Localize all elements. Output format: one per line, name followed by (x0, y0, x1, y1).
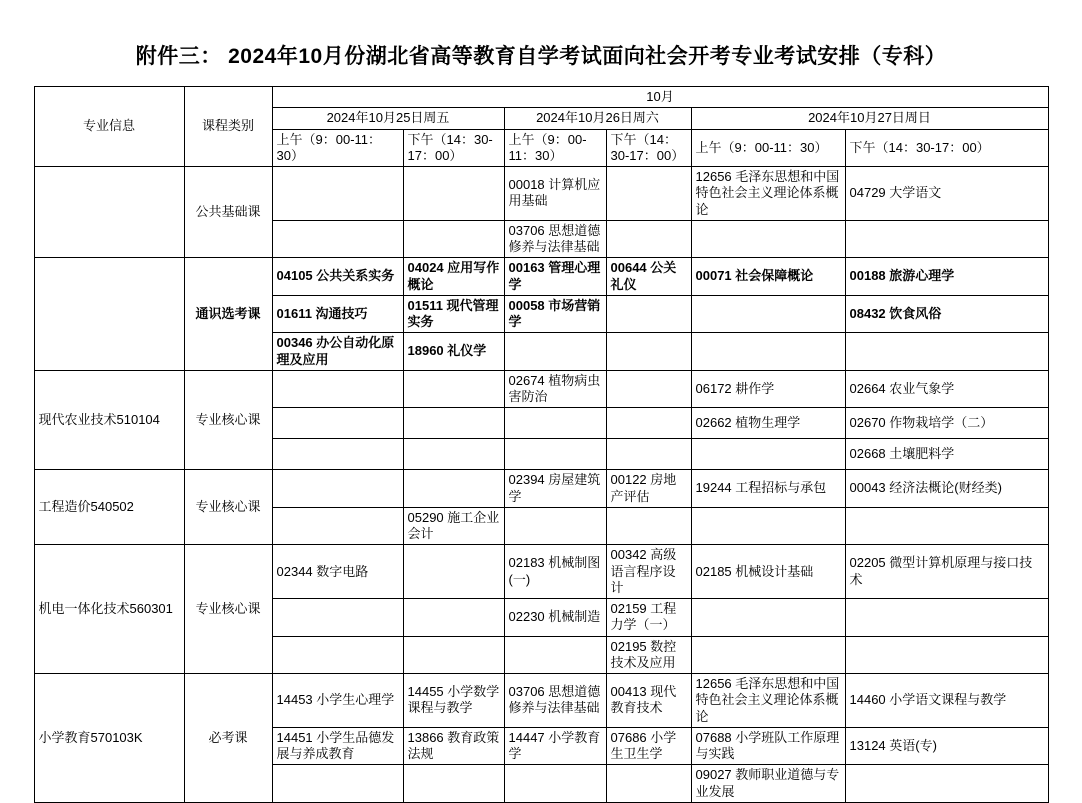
exam-course-cell: 02195 数控技术及应用 (606, 636, 691, 674)
header-day-2: 2024年10月26日周六 (504, 108, 691, 129)
major-info-cell (34, 258, 184, 371)
exam-course-cell (606, 765, 691, 803)
exam-course-cell: 02230 机械制造 (504, 599, 606, 637)
exam-course-cell: 14453 小学生心理学 (272, 674, 403, 728)
exam-course-cell: 02674 植物病虫害防治 (504, 370, 606, 408)
header-row-month (34, 87, 1048, 108)
exam-course-cell: 04024 应用写作概论 (403, 258, 504, 296)
exam-course-cell: 02668 土壤肥料学 (845, 439, 1048, 470)
exam-course-cell (504, 408, 606, 439)
table-header (34, 87, 1048, 167)
table-body (34, 167, 1048, 803)
exam-course-cell (272, 507, 403, 545)
course-category-cell: 公共基础课 (184, 167, 272, 258)
exam-course-cell: 03706 思想道德修养与法律基础 (504, 220, 606, 258)
exam-course-cell (691, 220, 845, 258)
course-category-cell: 必考课 (184, 674, 272, 803)
exam-course-cell (606, 333, 691, 371)
exam-course-cell: 18960 礼仪学 (403, 333, 504, 371)
exam-course-cell (272, 220, 403, 258)
exam-course-cell (691, 295, 845, 333)
exam-course-cell (606, 220, 691, 258)
table-row (34, 470, 1048, 508)
table-row (34, 370, 1048, 408)
exam-course-cell: 00346 办公自动化原理及应用 (272, 333, 403, 371)
exam-course-cell: 00071 社会保障概论 (691, 258, 845, 296)
major-info-cell: 机电一体化技术560301 (34, 545, 184, 674)
major-info-cell (34, 167, 184, 258)
exam-course-cell: 02183 机械制图(一) (504, 545, 606, 599)
exam-course-cell (272, 636, 403, 674)
exam-course-cell: 14460 小学语文课程与教学 (845, 674, 1048, 728)
course-category-cell: 专业核心课 (184, 370, 272, 470)
major-info-cell: 小学教育570103K (34, 674, 184, 803)
header-day-1: 2024年10月25日周五 (272, 108, 504, 129)
exam-course-cell (691, 439, 845, 470)
exam-course-cell: 01611 沟通技巧 (272, 295, 403, 333)
exam-course-cell: 19244 工程招标与承包 (691, 470, 845, 508)
exam-course-cell (403, 545, 504, 599)
exam-course-cell (272, 599, 403, 637)
exam-course-cell (691, 636, 845, 674)
exam-course-cell (272, 167, 403, 221)
exam-course-cell: 14451 小学生品德发展与养成教育 (272, 727, 403, 765)
exam-course-cell: 02394 房屋建筑学 (504, 470, 606, 508)
exam-course-cell: 02344 数字电路 (272, 545, 403, 599)
exam-course-cell: 00058 市场营销学 (504, 295, 606, 333)
exam-course-cell: 13124 英语(专) (845, 727, 1048, 765)
header-course-category: 课程类别 (184, 87, 272, 167)
header-slot-3: 上午（9：00-11：30） (504, 129, 606, 167)
exam-course-cell (504, 765, 606, 803)
exam-course-cell: 12656 毛泽东思想和中国特色社会主义理论体系概论 (691, 674, 845, 728)
exam-course-cell (606, 167, 691, 221)
exam-course-cell (504, 507, 606, 545)
course-category-cell: 专业核心课 (184, 470, 272, 545)
exam-course-cell: 08432 饮食风俗 (845, 295, 1048, 333)
exam-course-cell: 00163 管理心理学 (504, 258, 606, 296)
exam-course-cell (845, 765, 1048, 803)
exam-course-cell (272, 470, 403, 508)
exam-course-cell: 00413 现代教育技术 (606, 674, 691, 728)
exam-course-cell (504, 636, 606, 674)
header-slot-1: 上午（9：00-11：30） (272, 129, 403, 167)
exam-course-cell: 02185 机械设计基础 (691, 545, 845, 599)
major-info-cell: 现代农业技术510104 (34, 370, 184, 470)
exam-schedule-table (34, 86, 1049, 803)
exam-course-cell: 13866 教育政策法规 (403, 727, 504, 765)
exam-course-cell (272, 439, 403, 470)
exam-course-cell (403, 167, 504, 221)
header-major-info: 专业信息 (34, 87, 184, 167)
exam-course-cell (272, 408, 403, 439)
header-day-3: 2024年10月27日周日 (691, 108, 1048, 129)
exam-course-cell (403, 470, 504, 508)
exam-course-cell: 01511 现代管理实务 (403, 295, 504, 333)
exam-course-cell: 14447 小学教育学 (504, 727, 606, 765)
exam-course-cell: 02664 农业气象学 (845, 370, 1048, 408)
header-month: 10月 (272, 87, 1048, 108)
exam-course-cell (606, 439, 691, 470)
exam-course-cell (272, 765, 403, 803)
exam-course-cell: 00644 公关礼仪 (606, 258, 691, 296)
course-category-cell: 专业核心课 (184, 545, 272, 674)
exam-course-cell: 09027 教师职业道德与专业发展 (691, 765, 845, 803)
exam-course-cell (845, 333, 1048, 371)
table-row (34, 674, 1048, 728)
header-slot-4: 下午（14：30-17：00） (606, 129, 691, 167)
exam-course-cell: 04729 大学语文 (845, 167, 1048, 221)
exam-course-cell: 02205 微型计算机原理与接口技术 (845, 545, 1048, 599)
exam-course-cell: 00342 高级语言程序设计 (606, 545, 691, 599)
exam-course-cell: 03706 思想道德修养与法律基础 (504, 674, 606, 728)
exam-course-cell (504, 439, 606, 470)
exam-course-cell (691, 507, 845, 545)
exam-course-cell (845, 599, 1048, 637)
table-row (34, 258, 1048, 296)
exam-course-cell: 12656 毛泽东思想和中国特色社会主义理论体系概论 (691, 167, 845, 221)
exam-course-cell (845, 636, 1048, 674)
exam-course-cell (403, 408, 504, 439)
exam-course-cell: 02670 作物栽培学（二） (845, 408, 1048, 439)
exam-course-cell: 00188 旅游心理学 (845, 258, 1048, 296)
page-title: 附件三： 2024年10月份湖北省高等教育自学考试面向社会开考专业考试安排（专科） (135, 45, 947, 68)
exam-course-cell: 02159 工程力学（一） (606, 599, 691, 637)
exam-course-cell (845, 507, 1048, 545)
exam-course-cell (845, 220, 1048, 258)
exam-course-cell (403, 636, 504, 674)
exam-course-cell: 06172 耕作学 (691, 370, 845, 408)
exam-course-cell (691, 599, 845, 637)
major-info-cell: 工程造价540502 (34, 470, 184, 545)
exam-course-cell (606, 295, 691, 333)
exam-course-cell: 04105 公共关系实务 (272, 258, 403, 296)
exam-course-cell (606, 507, 691, 545)
exam-course-cell: 00043 经济法概论(财经类) (845, 470, 1048, 508)
exam-course-cell (403, 439, 504, 470)
exam-course-cell: 00018 计算机应用基础 (504, 167, 606, 221)
exam-course-cell (691, 333, 845, 371)
exam-course-cell: 02662 植物生理学 (691, 408, 845, 439)
exam-course-cell: 14455 小学数学课程与教学 (403, 674, 504, 728)
table-row (34, 167, 1048, 221)
header-slot-5: 上午（9：00-11：30） (691, 129, 845, 167)
exam-course-cell (272, 370, 403, 408)
exam-course-cell (504, 333, 606, 371)
course-category-cell: 通识选考课 (184, 258, 272, 371)
header-slot-2: 下午（14：30-17：00） (403, 129, 504, 167)
exam-course-cell (403, 370, 504, 408)
table-row (34, 545, 1048, 599)
exam-course-cell: 07688 小学班队工作原理与实践 (691, 727, 845, 765)
exam-course-cell: 05290 施工企业会计 (403, 507, 504, 545)
exam-course-cell (403, 220, 504, 258)
exam-course-cell (606, 370, 691, 408)
exam-course-cell (403, 765, 504, 803)
exam-course-cell (403, 599, 504, 637)
header-slot-6: 下午（14：30-17：00） (845, 129, 1048, 167)
exam-course-cell: 00122 房地产评估 (606, 470, 691, 508)
exam-course-cell: 07686 小学生卫生学 (606, 727, 691, 765)
exam-course-cell (606, 408, 691, 439)
